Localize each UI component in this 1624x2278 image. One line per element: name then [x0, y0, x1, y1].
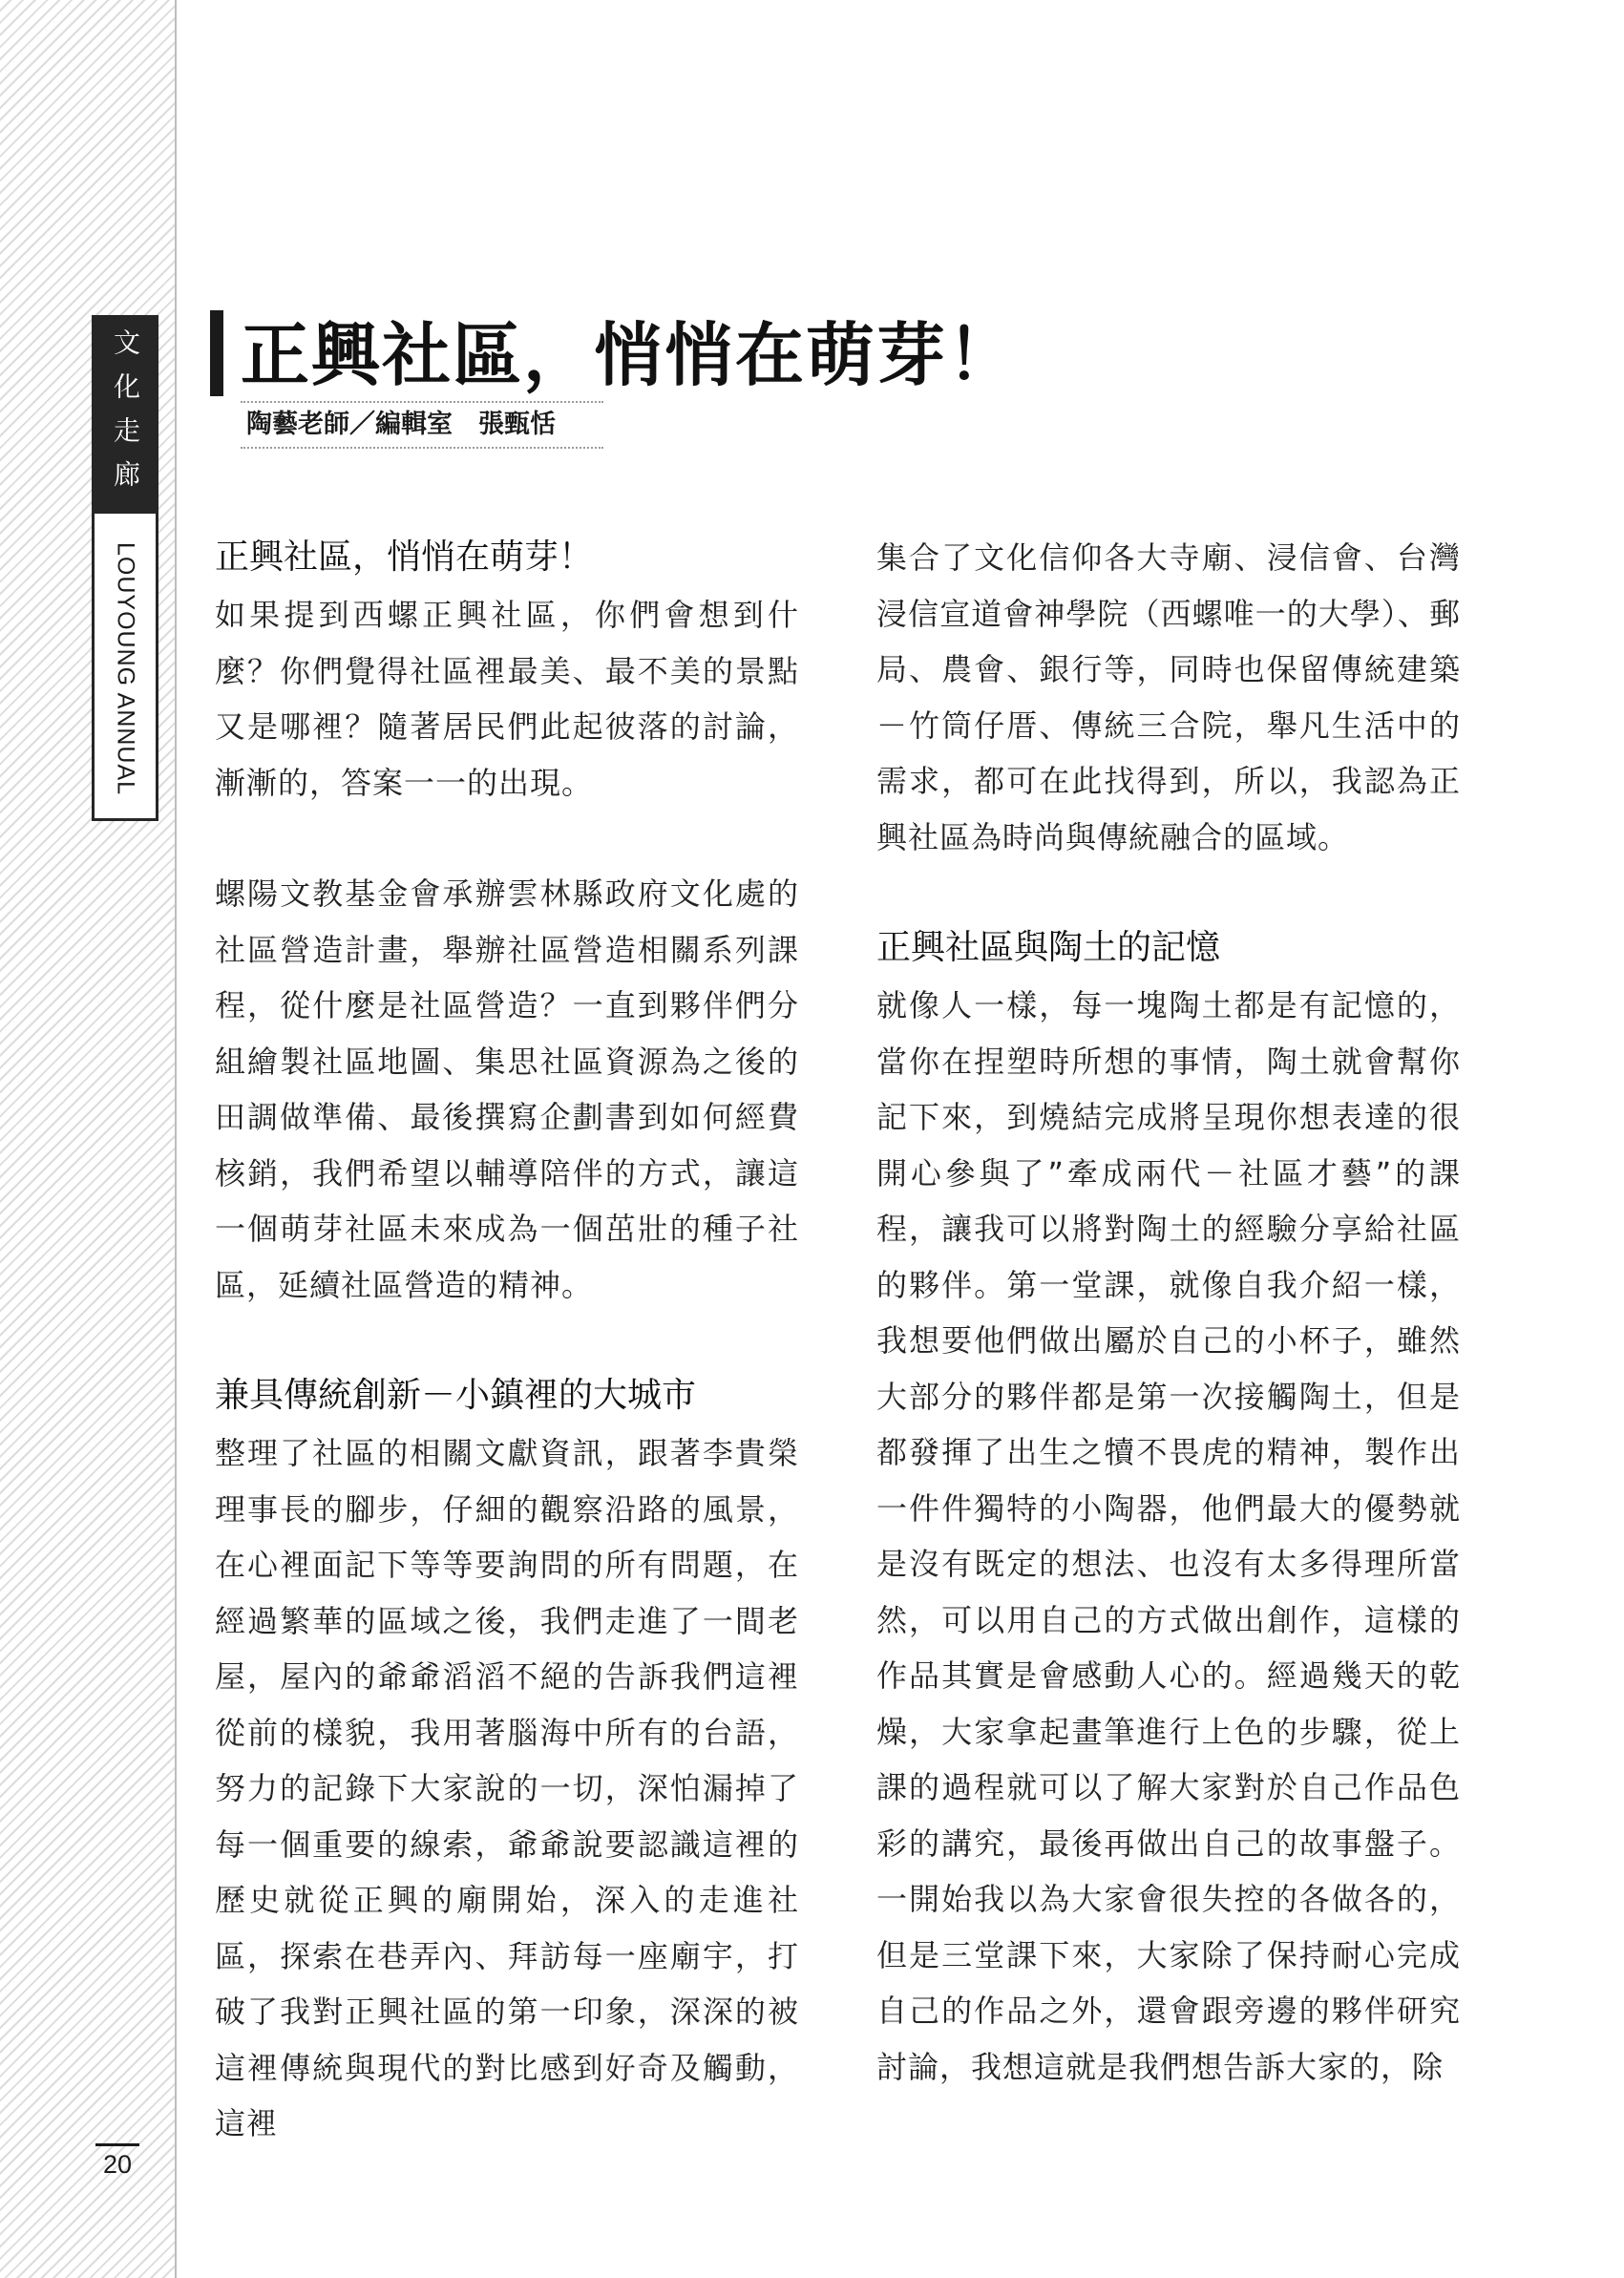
section-continued	[876, 530, 1461, 865]
magazine-name-box	[95, 523, 156, 814]
section-heading: 兼具傳統創新－小鎮裡的大城市	[215, 1376, 697, 1415]
section-side-tab	[92, 315, 158, 821]
section-category: 文化走廊	[110, 327, 141, 504]
section-paragraph: 整理了社區的相關文獻資訊，跟著李貴榮理事長的腳步，仔細的觀察沿路的風景，在心裡面記下等等要詢問的所有問題，在經過繁華的區域之後，我們走進了一間老屋，屋內的爺爺滔滔不絕的告訴我們這裡從前的樣貌，我用著腦海中所有的台語，努力的記錄下大家說的一切，深怕漏掉了每一個重要的線索，爺爺說要認識這裡的歷史就從正興的廟開始，深入的走進社區，探索在巷弄內、拜訪每一座廟宇，打破了我對正興社區的第一印象，深深的被這裡傳統與現代的對比感到好奇及觸動，這裡	[215, 1435, 799, 2141]
article-byline: 陶藝老師／編輯室 張甄恬	[241, 401, 603, 449]
section-heading: 正興社區與陶土的記憶	[876, 928, 1221, 967]
section-heading: 正興社區，悄悄在萌芽！	[215, 538, 594, 577]
left-column	[215, 530, 799, 2152]
page-number: 20	[95, 2143, 139, 2185]
section-paragraph: 如果提到西螺正興社區，你們會想到什麼？你們覺得社區裡最美、最不美的景點又是哪裡？隨著居民們此起彼落的討論，漸漸的，答案一一的出現。	[215, 597, 799, 801]
section-foundation	[215, 866, 799, 1313]
right-column	[876, 530, 1461, 2095]
section-small-town	[215, 1368, 799, 2152]
magazine-name: LOUYOUNG ANNUAL	[112, 541, 139, 796]
section-intro	[215, 530, 799, 811]
article-title: 正興社區，悄悄在萌芽！	[241, 314, 1019, 395]
section-category-box	[95, 318, 156, 514]
section-paragraph: 螺陽文教基金會承辦雲林縣政府文化處的社區營造計畫，舉辦社區營造相關系列課程，從什麼是社區營造？一直到夥伴們分組繪製社區地圖、集思社區資源為之後的田調做準備、最後撰寫企劃書到如何經費核銷，我們希望以輔導陪伴的方式，讓這一個萌芽社區未來成為一個茁壯的種子社區，延續社區營造的精神。	[215, 875, 799, 1303]
section-paragraph: 集合了文化信仰各大寺廟、浸信會、台灣浸信宣道會神學院（西螺唯一的大學）、郵局、農會、銀行等，同時也保留傳統建築－竹筒仔厝、傳統三合院，舉凡生活中的需求，都可在此找得到，所以，我認為正興社區為時尚與傳統融合的區域。	[876, 539, 1461, 855]
title-accent-bar	[210, 310, 223, 396]
section-paragraph: 就像人一樣，每一塊陶土都是有記憶的，當你在捏塑時所想的事情，陶土就會幫你記下來，到燒結完成將呈現你想表達的很開心參與了”牽成兩代－社區才藝”的課程，讓我可以將對陶土的經驗分享給社區的夥伴。第一堂課，就像自我介紹一樣，我想要他們做出屬於自己的小杯子，雖然大部分的夥伴都是第一次接觸陶土，但是都發揮了出生之犢不畏虎的精神，製作出一件件獨特的小陶器，他們最大的優勢就是沒有既定的想法、也沒有太多得理所當然，可以用自己的方式做出創作，這樣的作品其實是會感動人心的。經過幾天的乾燥，大家拿起畫筆進行上色的步驟，從上課的過程就可以了解大家對於自己作品色彩的講究，最後再做出自己的故事盤子。一開始我以為大家會很失控的各做各的，但是三堂課下來，大家除了保持耐心完成自己的作品之外，還會跟旁邊的夥伴研究討論，我想這就是我們想告訴大家的，除	[876, 987, 1461, 2085]
section-clay-memory	[876, 920, 1461, 2095]
margin-divider	[175, 0, 177, 2278]
